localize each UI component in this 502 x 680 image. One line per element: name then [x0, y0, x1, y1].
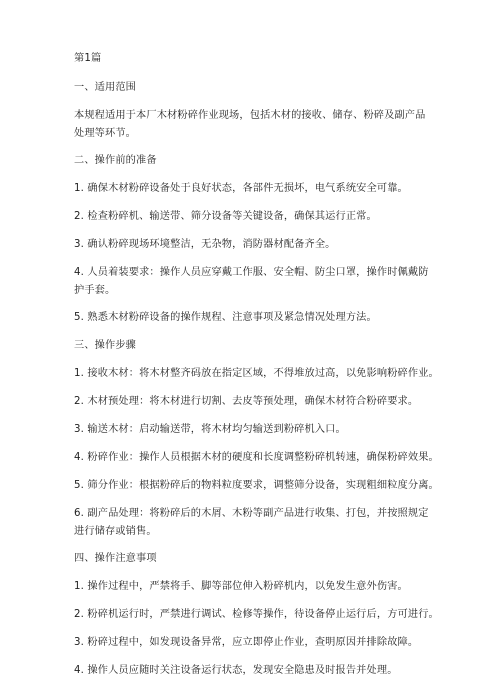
scope-paragraph: 本规程适用于本厂木材粉碎作业现场，包括木材的接收、储存、粉碎及副产品处理等环节。	[74, 110, 426, 139]
section-heading-steps: 三、操作步骤	[74, 340, 137, 351]
prep-item-2: 2. 检查粉碎机、输送带、筛分设备等关键设备，确保其运行正常。	[74, 211, 377, 222]
section-heading-precautions: 四、操作注意事项	[74, 553, 157, 564]
document-content	[74, 50, 439, 680]
step-item-2: 2. 木材预处理：将木材进行切割、去皮等预处理，确保木材符合粉碎要求。	[74, 396, 419, 407]
section-heading-scope: 一、适用范围	[74, 82, 137, 93]
prep-item-3: 3. 确认粉碎现场环境整洁，无杂物，消防器材配备齐全。	[74, 239, 336, 250]
section-heading-preparation: 二、操作前的准备	[74, 155, 157, 166]
prep-item-4: 4. 人员着装要求：操作人员应穿戴工作服、安全帽、防尘口罩，操作时佩戴防护手套。	[74, 267, 429, 296]
step-item-6: 6. 副产品处理：将粉碎后的木屑、木粉等副产品进行收集、打包，并按照规定进行储存或销售。	[74, 508, 429, 537]
precaution-item-2: 2. 粉碎机运行时，严禁进行调试、检修等操作，待设备停止运行后，方可进行。	[74, 609, 439, 620]
precaution-item-3: 3. 粉碎过程中，如发现设备异常，应立即停止作业，查明原因并排除故障。	[74, 637, 419, 648]
part-title: 第1篇	[74, 53, 102, 64]
precaution-item-1: 1. 操作过程中，严禁将手、脚等部位伸入粉碎机内，以免发生意外伤害。	[74, 581, 408, 592]
step-item-3: 3. 输送木材：启动输送带，将木材均匀输送到粉碎机入口。	[74, 424, 346, 435]
step-item-1: 1. 接收木材：将木材整齐码放在指定区域，不得堆放过高，以免影响粉碎作业。	[74, 368, 439, 379]
prep-item-1: 1. 确保木材粉碎设备处于良好状态，各部件无损坏，电气系统安全可靠。	[74, 183, 408, 194]
step-item-5: 5. 筛分作业：根据粉碎后的物料粒度要求，调整筛分设备，实现粗细粒度分离。	[74, 480, 439, 491]
precaution-item-4: 4. 操作人员应随时关注设备运行状态，发现安全隐患及时报告并处理。	[74, 665, 398, 676]
prep-item-5: 5. 熟悉木材粉碎设备的操作规程、注意事项及紧急情况处理方法。	[74, 312, 377, 323]
step-item-4: 4. 粉碎作业：操作人员根据木材的硬度和长度调整粉碎机转速，确保粉碎效果。	[74, 452, 439, 463]
